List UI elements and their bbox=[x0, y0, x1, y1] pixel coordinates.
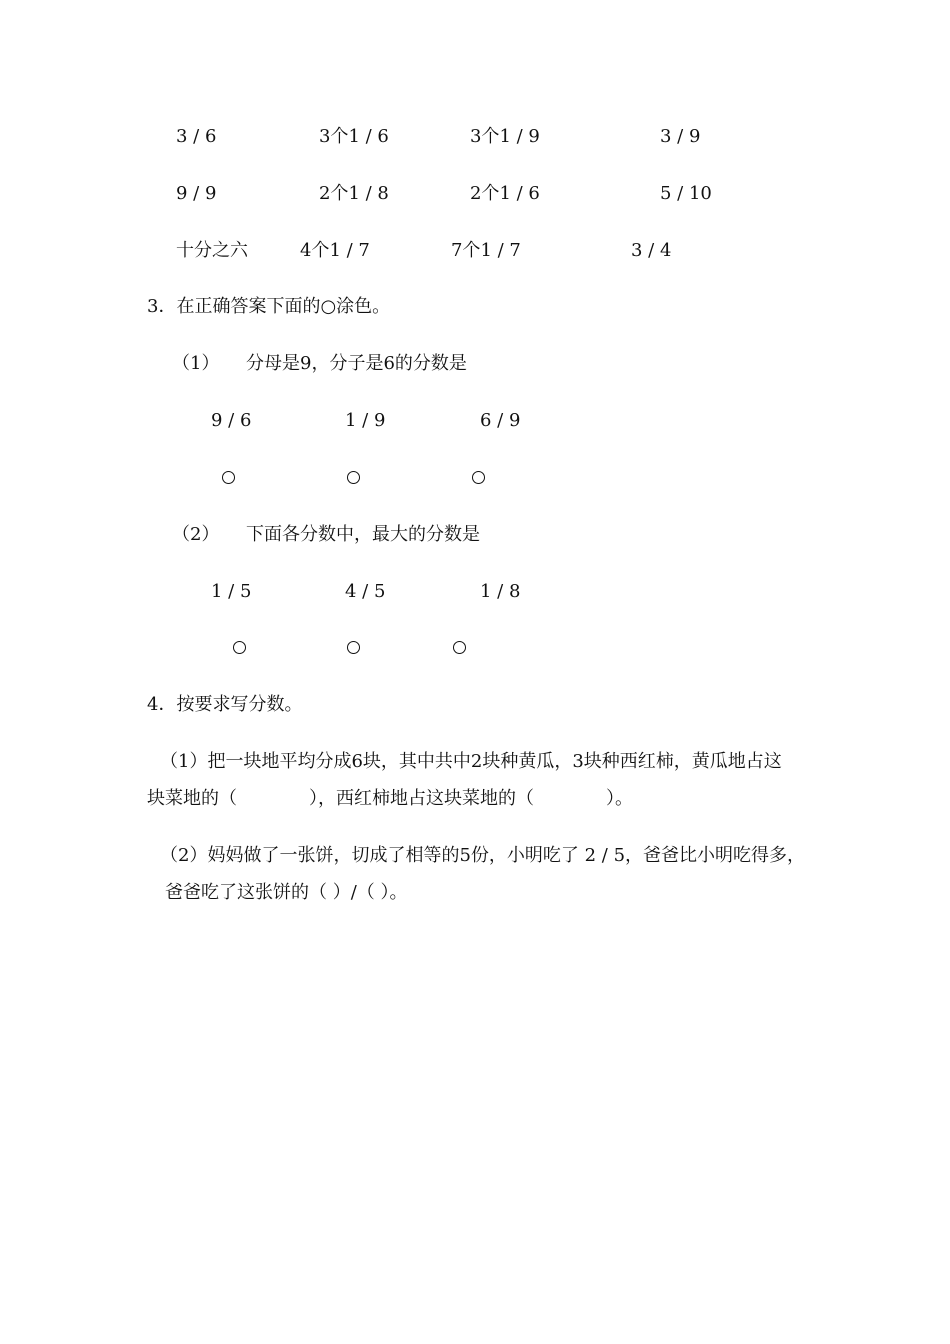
q3-part2-answer-circle-c[interactable] bbox=[453, 641, 466, 654]
q4-heading: 4．按要求写分数。 bbox=[147, 694, 303, 715]
grid-r3-c2: 4个1 / 7 bbox=[300, 240, 370, 261]
grid-r3-c3: 7个1 / 7 bbox=[451, 240, 521, 261]
q3-part2-option-c: 1 / 8 bbox=[480, 581, 521, 602]
q3-part2-option-b: 4 / 5 bbox=[345, 581, 386, 602]
grid-r3-c1: 十分之六 bbox=[176, 240, 248, 261]
q3-part1-option-b: 1 / 9 bbox=[345, 410, 386, 431]
q4-part1-line2: 块菜地的（ ），西红柿地占这块菜地的（ ）。 bbox=[147, 788, 633, 809]
q3-part1-option-c: 6 / 9 bbox=[480, 410, 521, 431]
q3-part2-option-a: 1 / 5 bbox=[211, 581, 252, 602]
q4-part1-line1: （1）把一块地平均分成6块，其中共中2块种黄瓜，3块种西红柿，黄瓜地占这 bbox=[160, 751, 782, 772]
grid-r1-c1: 3 / 6 bbox=[176, 126, 217, 147]
q3-part2-answer-circle-b[interactable] bbox=[347, 641, 360, 654]
grid-r2-c3: 2个1 / 6 bbox=[470, 183, 540, 204]
q3-part1-answer-circle-c[interactable] bbox=[472, 471, 485, 484]
grid-r2-c4: 5 / 10 bbox=[660, 183, 712, 204]
grid-r2-c1: 9 / 9 bbox=[176, 183, 217, 204]
grid-r1-c3: 3个1 / 9 bbox=[470, 126, 540, 147]
q3-part1-option-a: 9 / 6 bbox=[211, 410, 252, 431]
grid-r2-c2: 2个1 / 8 bbox=[319, 183, 389, 204]
grid-r3-c4: 3 / 4 bbox=[631, 240, 672, 261]
q4-part2-line2: 爸爸吃了这张饼的（ ）/（ ）。 bbox=[165, 882, 408, 903]
q4-part2-line1: （2）妈妈做了一张饼，切成了相等的5份，小明吃了 2 / 5，爸爸比小明吃得多， bbox=[160, 845, 806, 866]
q3-part2-answer-circle-a[interactable] bbox=[233, 641, 246, 654]
q3-part1-answer-circle-a[interactable] bbox=[222, 471, 235, 484]
q3-part2-number: （2） bbox=[172, 524, 220, 545]
q3-part1-number: （1） bbox=[172, 353, 220, 374]
q3-part2-prompt: 下面各分数中，最大的分数是 bbox=[246, 524, 480, 545]
q3-part1-answer-circle-b[interactable] bbox=[347, 471, 360, 484]
q3-part1-prompt: 分母是9，分子是6的分数是 bbox=[246, 353, 467, 374]
grid-r1-c4: 3 / 9 bbox=[660, 126, 701, 147]
grid-r1-c2: 3个1 / 6 bbox=[319, 126, 389, 147]
q3-heading: 3．在正确答案下面的○涂色。 bbox=[147, 296, 391, 317]
